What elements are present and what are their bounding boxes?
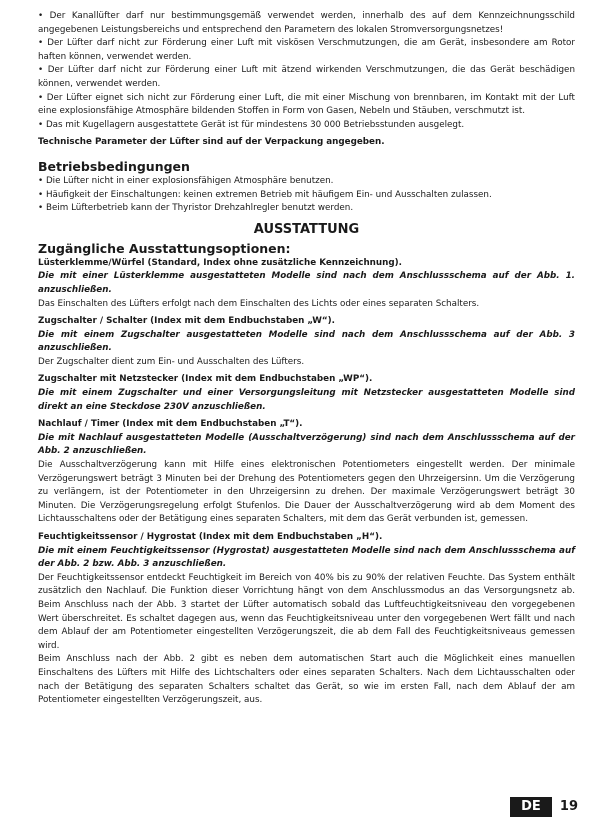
bullet-explosive: • Der Lüfter eignet sich nicht zur Förderung einer Luft, die mit einer Mischung von brennbaren, im Kontakt mit der Luft eine explosionsfähige Atmosphäre bildenden Stoffen in Form von Gasen, Nebeln und Stäuben, verschmutzt ist. [38, 92, 575, 117]
option-body: Der Zugschalter dient zum Ein- und Ausschalten des Lüfters. [38, 356, 305, 367]
option-title: Zugschalter / Schalter (Index mit dem Endbuchstaben „W“). [38, 316, 335, 327]
bullet-viscous: • Der Lüfter darf nicht zur Förderung einer Luft mit viskösen Verschmutzungen, die am Gerät, insbesondere am Rotor haften können, verwendet werden. [38, 38, 575, 62]
option-title: Feuchtigkeitssensor / Hygrostat (Index mit dem Endbuchstaben „H“). [38, 532, 383, 542]
option-body: Beim Anschluss nach der Abb. 2 gibt es neben dem automatischen Start auch die Möglichkeit eines manuellen Einschaltens des Lüfters mit Hilfe des Lichtschalters oder eines separaten Schalters. Nach dem Lichtausschalten oder nach der Betätigung des separaten Schalters schaltet das Gerät, so wie im ersten Fall, nach dem Ablauf der am Potentiometer eingestellten Verzögerungszeit, aus. [38, 654, 575, 706]
option-body: Der Feuchtigkeitssensor entdeckt Feuchtigkeit im Bereich von 40% bis zu 90% der relativen Feuchte. Das System enthält zusätzlich den Nachlauf. Die Funktion dieser Vorrichtung hängt von dem Anschlussmodus an das Versorgungsnetz ab. Beim Anschluss nach der Abb. 3 startet der Lüfter automatisch sobald das Luftfeuchtigkeitsniveau den vorgegebenen Wert überschreitet. Es schaltet dagegen aus, wenn das Feuchtigkeitsniveau unter den vorgegebenen Wert fällt und nach dem Ablauf der am Potentiometer eingestellten Verzögerungszeit, die ab dem Fall des Feuchtigkeitsniveaus gemessen wird. [38, 572, 575, 651]
equipment-subheading: Zugängliche Ausstattungsoptionen: [38, 240, 291, 256]
bullet-corrosive: • Der Lüfter darf nicht zur Förderung einer Luft mit ätzend wirkenden Verschmutzungen, die das Gerät beschädigen können, verwendet werden. [38, 65, 575, 89]
option-timer [38, 418, 575, 527]
option-pull-switch [38, 315, 575, 369]
page-content [38, 10, 575, 708]
equipment-title: AUSSTATTUNG [253, 221, 360, 237]
option-terminal [38, 257, 575, 311]
option-title: Nachlauf / Timer (Index mit dem Endbuchstaben „T“). [38, 419, 303, 430]
operating-item: • Häufigkeit der Einschaltungen: keinen extremen Betrieb mit häufigem Ein- und Ausschalten zulassen. [38, 189, 492, 200]
page-footer [510, 797, 578, 817]
option-instruction: Die mit einem Feuchtigkeitssensor (Hygrostat) ausgestatteten Modelle sind nach dem Anschlussschema auf der Abb. 2 bzw. Abb. 3 anzuschließen. [38, 545, 575, 570]
option-instruction: Die mit einem Zugschalter und einer Versorgungsleitung mit Netzstecker ausgestatteten Modelle sind direkt an eine Steckdose 230V anzuschließen. [38, 388, 575, 412]
page-number: 19 [559, 799, 578, 815]
option-title: Lüsterklemme/Würfel (Standard, Index ohne zusätzliche Kennzeichnung). [38, 257, 402, 268]
option-body: Das Einschalten des Lüfters erfolgt nach dem Einschalten des Lichts oder eines separaten Schalters. [38, 298, 480, 309]
option-hygrostat [38, 531, 575, 708]
option-instruction: Die mit einem Zugschalter ausgestatteten Modelle sind nach dem Anschlussschema auf der Abb. 3 anzuschließen. [38, 329, 575, 354]
option-body: Die Ausschaltverzögerung kann mit Hilfe eines elektronischen Potentiometers eingestellt werden. Der minimale Verzögerungswert beträgt 3 Minuten bei der Drehung des Potentiometers gegen den Uhrzeigersinn. Um die Verzögerung zu verlängern, ist der Potentiometer in den Uhrzeigersinn zu drehen. Der maximale Verzögerungswert beträgt 30 Minuten. Die Verzögerungsregelung erfolgt Stufenlos. Die Dauer der Ausschaltverzögerung wird ab dem Moment des Lichtausschaltens oder der Betätigung eines separaten Schalters, mit dem das Gerät verbunden ist, gemessen. [38, 460, 575, 525]
option-instruction: Die mit einer Lüsterklemme ausgestatteten Modelle sind nach dem Anschlussschema auf der Abb. 1. anzuschließen. [38, 271, 575, 295]
operating-item: • Beim Lüfterbetrieb kann der Thyristor Drehzahlregler benutzt werden. [38, 203, 354, 214]
operating-heading: Betriebsbedingungen [38, 158, 190, 174]
option-pull-switch-plug [38, 373, 575, 414]
option-instruction: Die mit Nachlauf ausgestatteten Modelle (Ausschaltverzögerung) sind nach dem Anschlussschema auf der Abb. 2 anzuschließen. [38, 432, 575, 457]
bullet-usage: • Der Kanallüfter darf nur bestimmungsgemäß verwendet werden, innerhalb des auf dem Kennzeichnungsschild angegebenen Leistungsbereichs und entsprechend den Parametern des lokalen Stromversorgungsnetzes! [38, 11, 575, 35]
language-badge: DE [510, 797, 552, 817]
tech-params-note: Technische Parameter der Lüfter sind auf der Verpackung angegeben. [38, 137, 385, 148]
option-title: Zugschalter mit Netzstecker (Index mit dem Endbuchstaben „WP“). [38, 374, 373, 385]
operating-item: • Die Lüfter nicht in einer explosionsfähigen Atmosphäre benutzen. [38, 175, 334, 186]
bullet-bearings: • Das mit Kugellagern ausgestattete Gerät ist für mindestens 30 000 Betriebsstunden ausgelegt. [38, 119, 465, 130]
